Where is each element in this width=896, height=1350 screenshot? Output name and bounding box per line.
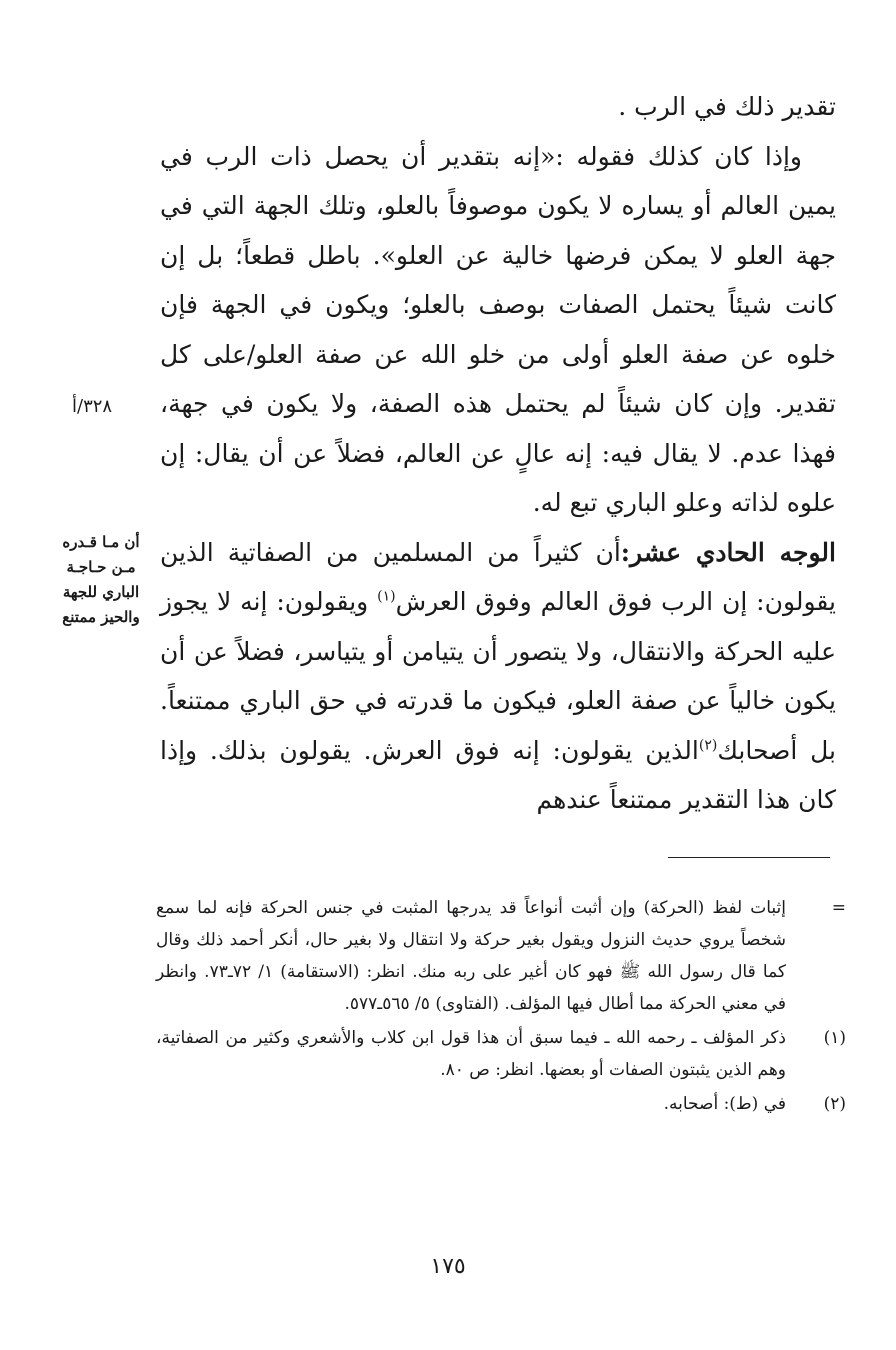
footnote-divider	[668, 857, 830, 858]
footnote-ref-1: (١)	[377, 588, 396, 605]
footnote-number: (١)	[823, 1028, 846, 1048]
footnote-ref-2: (٢)	[698, 737, 718, 754]
paragraph-3-part-3: الذين يقولون: إنه فوق العرش. يقولون بذلك. وإذا كان هذا التقدير ممتنعاً عندهم	[160, 735, 836, 814]
footnote-text: ذكر المؤلف ـ رحمه الله ـ فيما سبق أن هذا قول ابن كلاب والأشعري وكثير من الصفاتية، وهم الذين يثبتون الصفات أو بعضها. انظر: ص ٨٠.	[156, 1028, 786, 1080]
footnote-number: =	[831, 898, 846, 918]
paragraph-2: وإذا كان كذلك فقوله :«إنه بتقدير أن يحصل ذات الرب في يمين العالم أو يساره لا يكون موصوفاً بالعلو، وتلك الجهة التي في جهة العلو لا يمكن فرضها خالية عن العلو». باطل قطعاً؛ بل إن كانت شيئاً يحتمل الصفات بوصف بالعلو؛ ويكون في الجهة فإن خلوه عن صفة العلو أولى من خلو الله عن صفة العلو/على كل تقدير. وإن كان شيئاً لم يحتمل هذه الصفة، ولا يكون في جهة، فهذا عدم. لا يقال فيه: إنه عالٍ عن العالم، فضلاً عن أن يقال: إن علوه لذاته وعلو الباري تبع له.	[160, 141, 836, 517]
section-heading: الوجه الحادي عشر:	[620, 537, 836, 567]
manuscript-folio-ref: ٣٢٨/أ	[72, 396, 113, 417]
footnote-text: إثبات لفظ (الحركة) وإن أثبت أنواعاً قد يدرجها المثبت في جنس الحركة فإنه لما سمع شخصاً يروي حديث النزول ويقول بغير حركة ولا انتقال ولا بغير حال، أنكر أحمد ذلك وقال كما قال رسول الله ﷺ فهو كان أغير على ربه منك. انظر: (الاستقامة) ١/ ٧٢ـ٧٣. وانظر في معني الحركة مما أطال فيها المؤلف. (الفتاوى) ٥/ ٥٦٥ـ٥٧٧.	[156, 898, 786, 1014]
footnotes	[156, 892, 846, 1122]
footnote-continuation	[156, 892, 846, 1020]
paragraph-3-part-1: أن كثيراً من المسلمين من الصفاتية الذين يقولون: إن الرب فوق العالم وفوق العرش	[160, 537, 836, 616]
margin-note: أن مـا قـدره مـن حـاجـة الباري للجهة والحيز ممتنع	[62, 533, 140, 626]
main-text-body	[160, 82, 836, 825]
footnote-2	[156, 1088, 846, 1120]
paragraph-3	[160, 528, 836, 825]
footnote-number: (٢)	[823, 1094, 846, 1114]
paragraph-1: تقدير ذلك في الرب .	[618, 92, 836, 121]
footnote-text: في (ط): أصحابه.	[663, 1094, 786, 1114]
page-number: ١٧٥	[430, 1254, 466, 1279]
paragraph-3-part-2: ويقولون: إنه لا يجوز عليه الحركة والانتقال، ولا يتصور أن يتيامن أو يتياسر، فضلاً عن أن يكون خالياً عن صفة العلو، فيكون ما قدرته في حق الباري ممتنعاً. بل أصحابك	[160, 587, 837, 765]
footnote-1	[156, 1022, 846, 1086]
